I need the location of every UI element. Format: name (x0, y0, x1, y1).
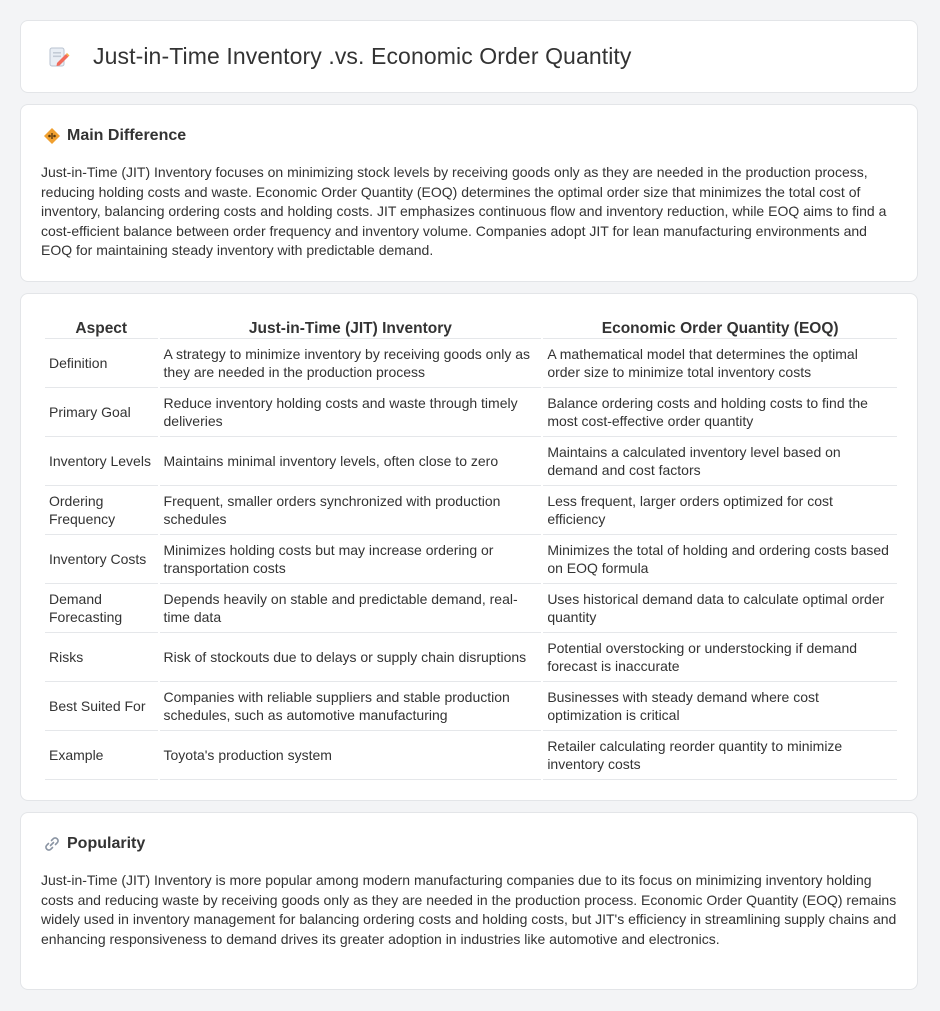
table-row (45, 682, 897, 731)
eoq-cell: Businesses with steady demand where cost optimization is critical (543, 682, 897, 731)
document-pencil-icon (47, 45, 71, 69)
aspect-cell: Primary Goal (45, 388, 158, 437)
table-row (45, 535, 897, 584)
aspect-cell: Definition (45, 339, 158, 388)
popularity-heading: Popularity (67, 835, 146, 852)
aspect-cell: Demand Forecasting (45, 584, 158, 633)
link-icon (43, 835, 61, 853)
aspect-cell: Best Suited For (45, 682, 158, 731)
main-difference-text: Just-in-Time (JIT) Inventory focuses on minimizing stock levels by receiving goods only as they are needed in the production process, reducing holding costs and waste. Economic Order Quantity (EOQ) determines the optimal order size that minimizes the total cost of inventory, balancing ordering costs and holding costs. JIT emphasizes continuous flow and inventory reduction, while EOQ aims to find a cost-efficient balance between order frequency and inventory volume. Companies adopt JIT for lean manufacturing environments and EOQ for maintaining steady inventory with predictable demand. (41, 164, 887, 259)
table-row (45, 388, 897, 437)
eoq-cell: A mathematical model that determines the optimal order size to minimize total inventory costs (543, 339, 897, 388)
jit-cell: Depends heavily on stable and predictable demand, real-time data (160, 584, 542, 633)
table-header-row (45, 316, 897, 339)
table-row (45, 339, 897, 388)
aspect-cell: Risks (45, 633, 158, 682)
aspect-cell: Inventory Costs (45, 535, 158, 584)
main-difference-card (20, 104, 918, 282)
comparison-table (43, 316, 899, 780)
eoq-cell: Potential overstocking or understocking if demand forecast is inaccurate (543, 633, 897, 682)
jit-cell: Risk of stockouts due to delays or supply chain disruptions (160, 633, 542, 682)
table-row (45, 633, 897, 682)
eoq-cell: Maintains a calculated inventory level based on demand and cost factors (543, 437, 897, 486)
jit-cell: Toyota's production system (160, 731, 542, 780)
title-card (20, 20, 918, 93)
header-eoq: Economic Order Quantity (EOQ) (543, 316, 897, 339)
page-title: Just-in-Time Inventory .vs. Economic Order Quantity (93, 43, 632, 69)
diamond-warning-icon (43, 127, 61, 145)
jit-cell: Maintains minimal inventory levels, often close to zero (160, 437, 542, 486)
aspect-cell: Inventory Levels (45, 437, 158, 486)
jit-cell: Companies with reliable suppliers and stable production schedules, such as automotive manufacturing (160, 682, 542, 731)
aspect-cell: Ordering Frequency (45, 486, 158, 535)
table-row (45, 731, 897, 780)
jit-cell: Reduce inventory holding costs and waste through timely deliveries (160, 388, 542, 437)
popularity-card (20, 812, 918, 990)
main-difference-header (43, 127, 186, 145)
jit-cell: Minimizes holding costs but may increase ordering or transportation costs (160, 535, 542, 584)
main-difference-heading: Main Difference (67, 127, 187, 144)
eoq-cell: Minimizes the total of holding and ordering costs based on EOQ formula (543, 535, 897, 584)
header-jit: Just-in-Time (JIT) Inventory (160, 316, 542, 339)
popularity-text: Just-in-Time (JIT) Inventory is more popular among modern manufacturing companies due to its focus on minimizing inventory holding costs and reducing waste by receiving goods only as they are needed in the production process. Economic Order Quantity (EOQ) remains widely used in inventory management for balancing ordering costs and holding costs, but JIT's efficiency in streamlining supply chains and enhancing responsiveness to demand drives its greater adoption in industries like automotive and electronics. (41, 872, 897, 947)
table-row (45, 486, 897, 535)
eoq-cell: Balance ordering costs and holding costs to find the most cost-effective order quantity (543, 388, 897, 437)
jit-cell: Frequent, smaller orders synchronized with production schedules (160, 486, 542, 535)
aspect-cell: Example (45, 731, 158, 780)
comparison-card (20, 293, 918, 801)
eoq-cell: Less frequent, larger orders optimized for cost efficiency (543, 486, 897, 535)
table-row (45, 584, 897, 633)
jit-cell: A strategy to minimize inventory by receiving goods only as they are needed in the production process (160, 339, 542, 388)
popularity-header (43, 835, 145, 853)
eoq-cell: Uses historical demand data to calculate optimal order quantity (543, 584, 897, 633)
table-row (45, 437, 897, 486)
eoq-cell: Retailer calculating reorder quantity to minimize inventory costs (543, 731, 897, 780)
header-aspect: Aspect (45, 316, 158, 339)
